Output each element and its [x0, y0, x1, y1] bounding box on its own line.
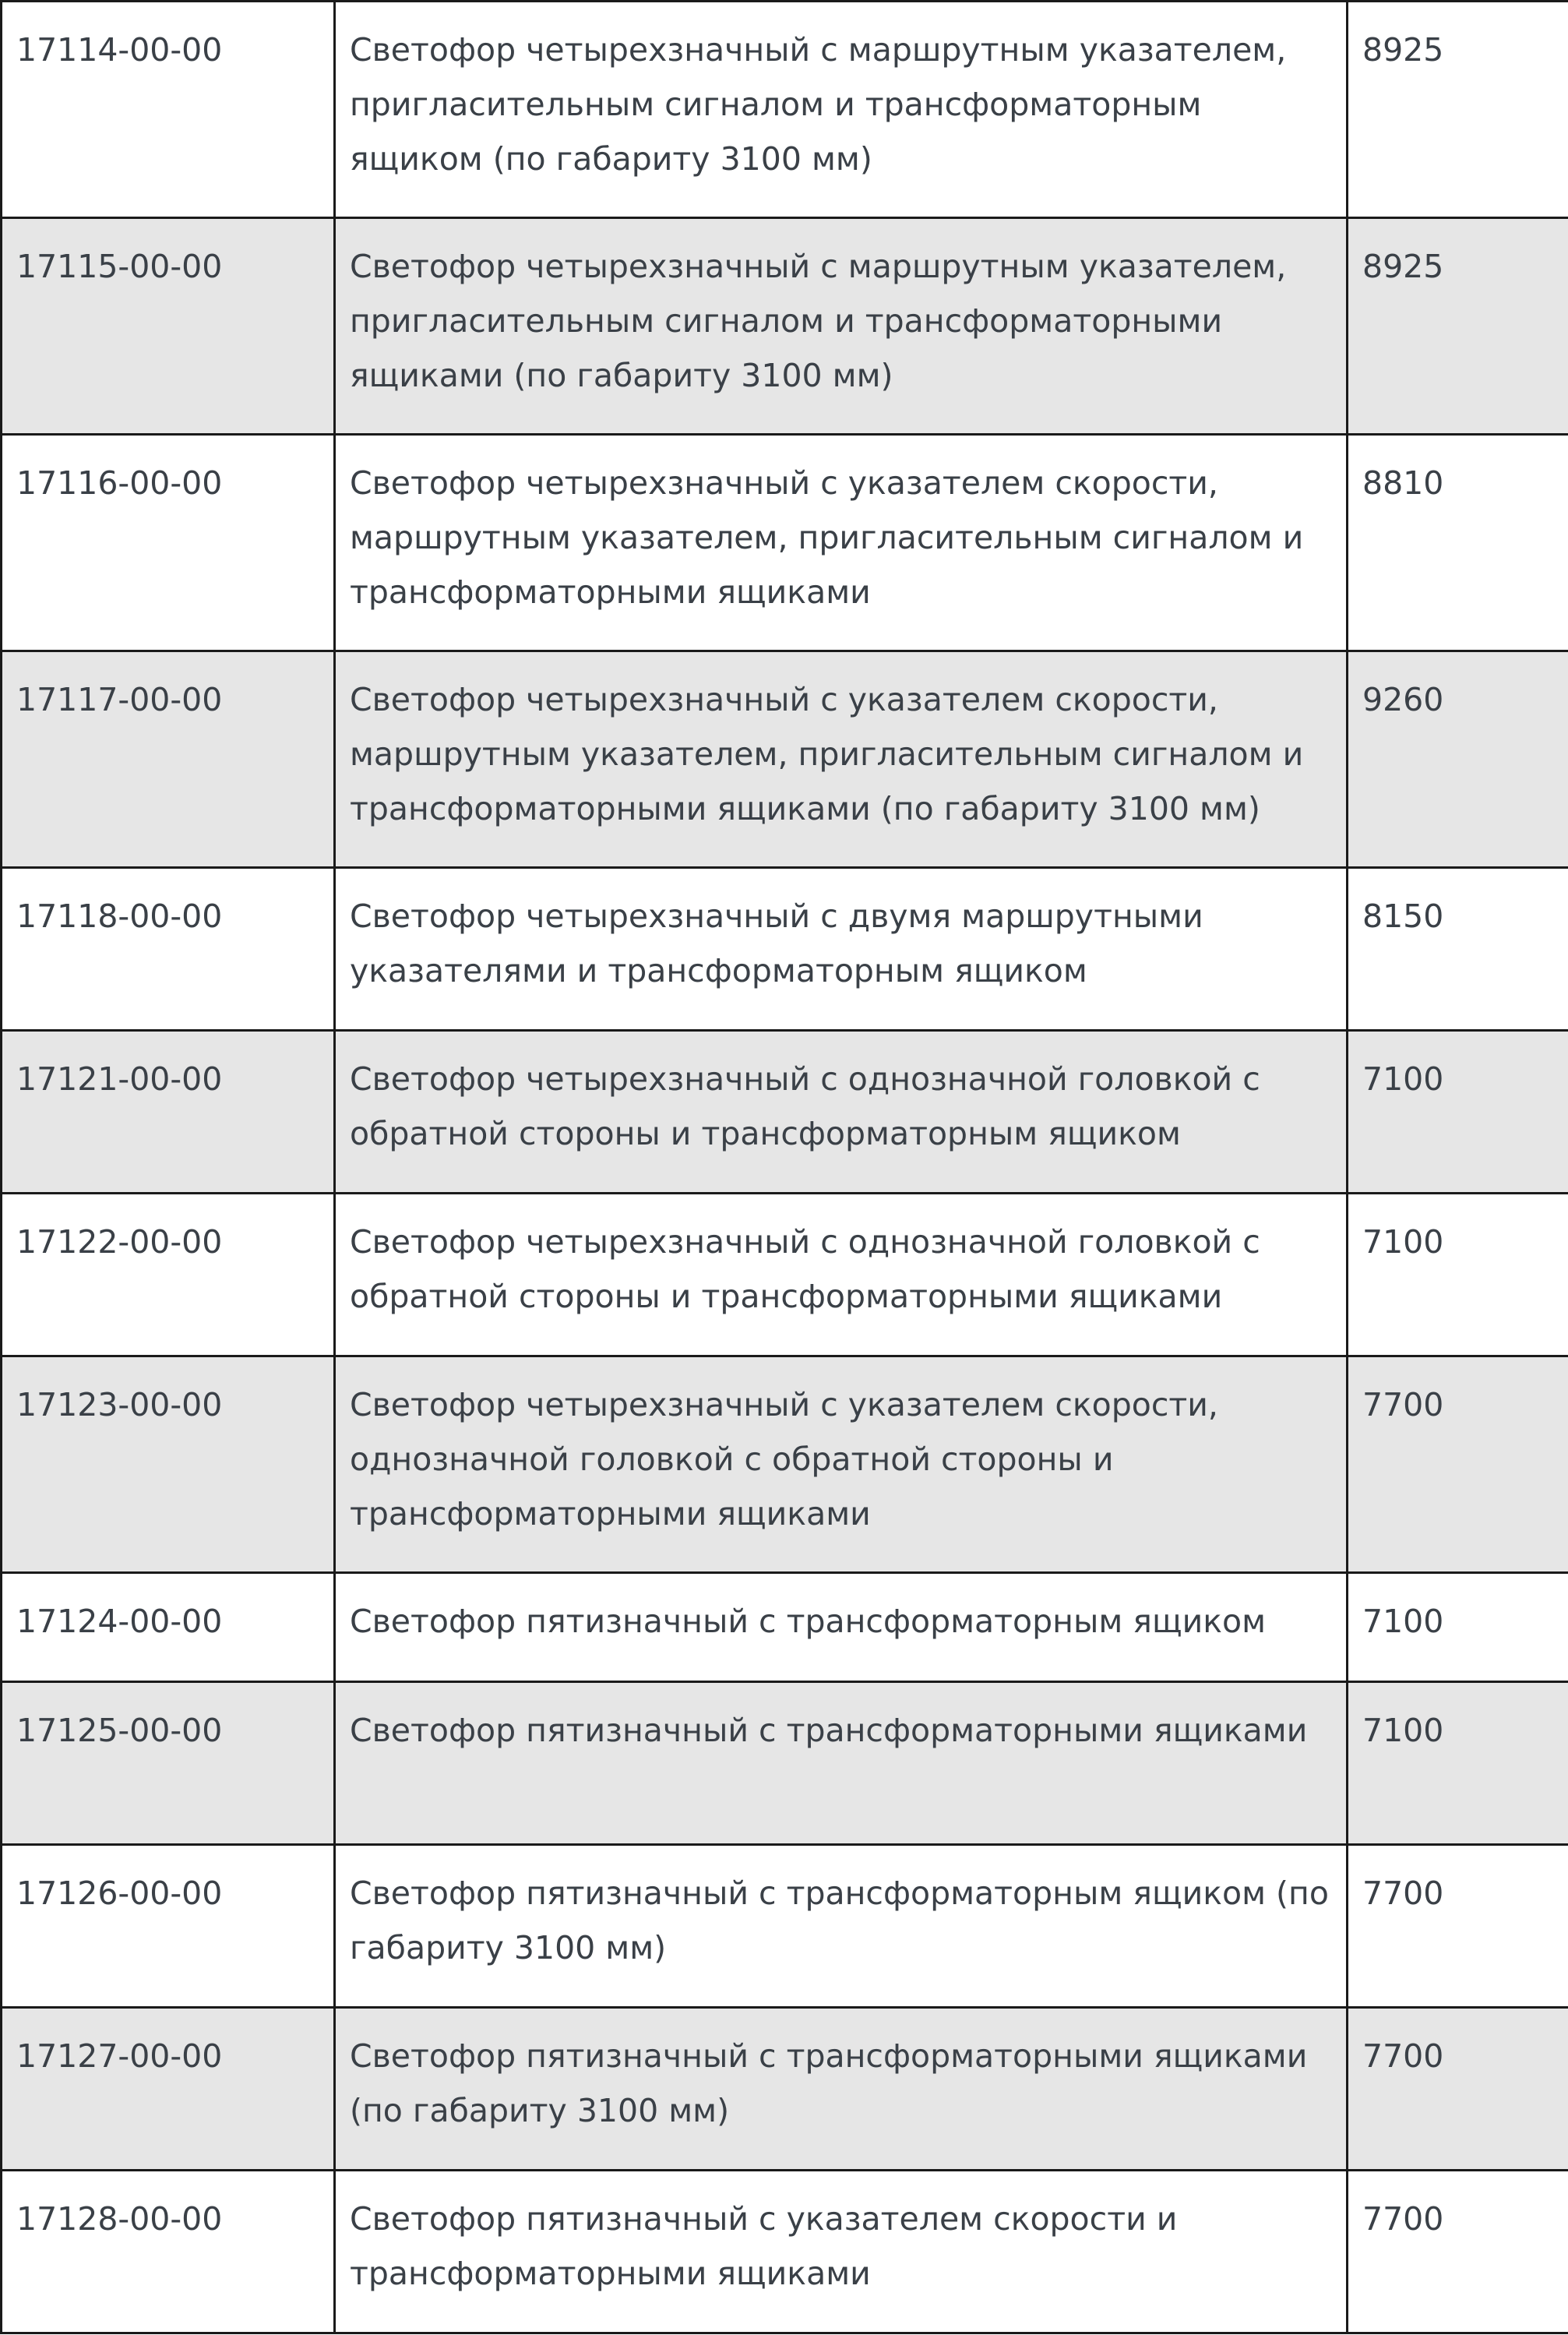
product-price-cell: 7700 [1348, 2008, 1568, 2171]
product-description-cell: Светофор четырехзначный с двумя маршрутными указателями и трансформаторным ящиком [335, 868, 1348, 1031]
product-price-cell: 8150 [1348, 868, 1568, 1031]
product-price-cell: 9260 [1348, 651, 1568, 868]
table-row [2, 651, 1568, 868]
product-code-cell: 17125-00-00 [2, 1682, 335, 1845]
product-code-cell: 17115-00-00 [2, 218, 335, 435]
product-description-cell: Светофор пятизначный с указателем скорости и трансформаторными ящиками [335, 2171, 1348, 2333]
table-row [2, 1573, 1568, 1682]
product-description-cell: Светофор четырехзначный с указателем скорости, однозначной головкой с обратной стороны и трансформаторными ящиками [335, 1356, 1348, 1573]
product-price-cell: 7100 [1348, 1682, 1568, 1845]
product-price-cell: 7700 [1348, 2171, 1568, 2333]
table-row [2, 1682, 1568, 1845]
product-code-cell: 17123-00-00 [2, 1356, 335, 1573]
product-code-cell: 17127-00-00 [2, 2008, 335, 2171]
product-description-cell: Светофор пятизначный с трансформаторным ящиком [335, 1573, 1348, 1682]
product-code-cell: 17128-00-00 [2, 2171, 335, 2333]
product-code-cell: 17124-00-00 [2, 1573, 335, 1682]
table-row [2, 1356, 1568, 1573]
product-price-cell: 7100 [1348, 1031, 1568, 1194]
product-price-cell: 8925 [1348, 218, 1568, 435]
table-row [2, 868, 1568, 1031]
table-row [2, 2171, 1568, 2333]
product-price-cell: 7100 [1348, 1194, 1568, 1356]
product-description-cell: Светофор пятизначный с трансформаторными ящиками [335, 1682, 1348, 1845]
product-description-cell: Светофор четырехзначный с маршрутным указателем, пригласительным сигналом и трансформаторными ящиками (по габариту 3100 мм) [335, 218, 1348, 435]
product-code-cell: 17122-00-00 [2, 1194, 335, 1356]
product-price-cell: 7100 [1348, 1573, 1568, 1682]
table-row [2, 1194, 1568, 1356]
product-description-cell: Светофор четырехзначный с однозначной головкой с обратной стороны и трансформаторным ящиком [335, 1031, 1348, 1194]
product-code-cell: 17114-00-00 [2, 2, 335, 218]
product-price-cell: 7700 [1348, 1356, 1568, 1573]
table-row [2, 218, 1568, 435]
table-row [2, 2, 1568, 218]
table-row [2, 435, 1568, 651]
product-description-cell: Светофор пятизначный с трансформаторным ящиком (по габариту 3100 мм) [335, 1845, 1348, 2008]
product-code-cell: 17118-00-00 [2, 868, 335, 1031]
product-code-cell: 17126-00-00 [2, 1845, 335, 2008]
product-description-cell: Светофор четырехзначный с маршрутным указателем, пригласительным сигналом и трансформаторным ящиком (по габариту 3100 мм) [335, 2, 1348, 218]
product-description-cell: Светофор четырехзначный с указателем скорости, маршрутным указателем, пригласительным сигналом и трансформаторными ящиками [335, 435, 1348, 651]
product-description-cell: Светофор четырехзначный с однозначной головкой с обратной стороны и трансформаторными ящиками [335, 1194, 1348, 1356]
product-description-cell: Светофор четырехзначный с указателем скорости, маршрутным указателем, пригласительным сигналом и трансформаторными ящиками (по габариту 3100 мм) [335, 651, 1348, 868]
price-table-body [2, 2, 1568, 2333]
product-code-cell: 17116-00-00 [2, 435, 335, 651]
product-price-cell: 7700 [1348, 1845, 1568, 2008]
product-code-cell: 17121-00-00 [2, 1031, 335, 1194]
table-row [2, 1845, 1568, 2008]
product-description-cell: Светофор пятизначный с трансформаторными ящиками (по габариту 3100 мм) [335, 2008, 1348, 2171]
table-row [2, 1031, 1568, 1194]
product-code-cell: 17117-00-00 [2, 651, 335, 868]
product-price-cell: 8810 [1348, 435, 1568, 651]
table-row [2, 2008, 1568, 2171]
product-price-cell: 8925 [1348, 2, 1568, 218]
